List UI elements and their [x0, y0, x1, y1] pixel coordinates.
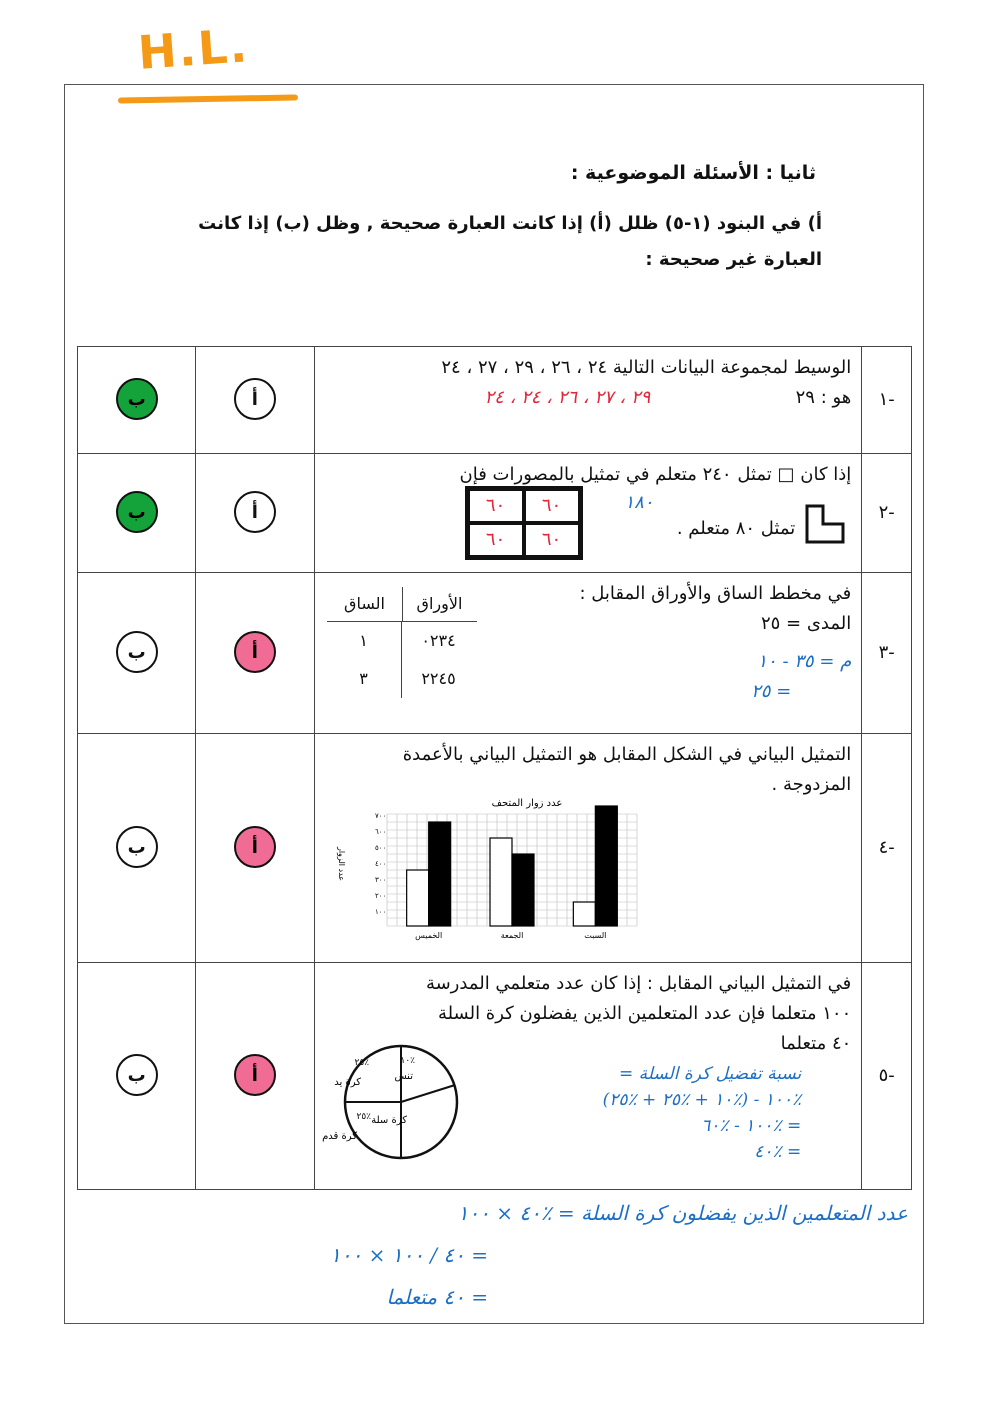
question-text: المزدوجة .: [771, 774, 852, 795]
y-tick-label: ٧٠٠: [374, 812, 386, 820]
footer-work: [330, 1192, 908, 1318]
handwritten-note: = ٤٠ متعلما: [386, 1285, 488, 1309]
pie-label: ٪٢٥: [355, 1112, 371, 1122]
handwritten-note: ٢٩ ، ٢٧ ، ٢٦ ، ٢٤ ، ٢٤: [484, 387, 651, 408]
question-row-1: [78, 347, 912, 454]
handwritten-note: ٪١٠٠ - (٪١٠ + ٪٢٥ + ٪٢٥): [602, 1090, 802, 1110]
question-number: -٣: [878, 641, 895, 663]
pie-label: كرة سلة: [370, 1115, 407, 1126]
question-text: في التمثيل البياني المقابل : إذا كان عدد متعلمي المدرسة: [425, 973, 852, 994]
handwritten-note: م = ٣٥ - ١٠: [757, 651, 852, 672]
picture-grid: [465, 486, 583, 560]
chart-title: عدد زوار المتحف: [491, 798, 562, 809]
question-text: في مخطط الساق والأوراق المقابل :: [579, 583, 852, 604]
bar-white: [573, 902, 595, 926]
bar-white: [406, 870, 428, 926]
choice-a-bubble[interactable]: أ: [234, 1054, 276, 1096]
pie-label: تنس: [393, 1071, 413, 1082]
y-tick-label: ٤٠٠: [374, 860, 386, 868]
choice-b-bubble[interactable]: ب: [116, 491, 158, 533]
question-row-5: [78, 963, 912, 1190]
questions-table: [77, 346, 912, 1190]
choice-a-bubble[interactable]: أ: [234, 491, 276, 533]
pie-label: كرة قدم: [321, 1131, 357, 1142]
question-number: -٤: [878, 836, 895, 858]
question-row-2: [78, 454, 912, 573]
question-number: -٥: [878, 1064, 895, 1086]
pie-chart: [321, 1043, 467, 1161]
choice-b-bubble[interactable]: ب: [116, 1054, 158, 1096]
grid-cell: ٦٠: [468, 523, 524, 557]
question-text: التمثيل البياني في الشكل المقابل هو التمثيل البياني بالأعمدة: [402, 744, 852, 765]
question-text: الوسيط لمجموعة البيانات التالية ٢٤ ، ٢٦ ، ٢٩ ، ٢٧ ، ٢٤: [441, 357, 852, 378]
handwritten-work: [603, 1061, 802, 1165]
choice-a-bubble[interactable]: أ: [234, 826, 276, 868]
question-text: تمثل ٨٠ متعلم .: [676, 518, 796, 539]
grid-cell: ٦٠: [524, 489, 580, 523]
choice-a-bubble[interactable]: أ: [234, 631, 276, 673]
question-row-4: [78, 734, 912, 963]
choice-a-bubble[interactable]: أ: [234, 378, 276, 420]
x-tick-label: الخميس: [414, 931, 442, 940]
question-text: ١٠٠ متعلما فإن عدد المتعلمين الذين يفضلون كرة السلة: [437, 1003, 852, 1024]
leaf-header: الأوراق: [402, 587, 477, 621]
leaf-values: ٠٢٣٤: [401, 622, 476, 660]
bar-black: [595, 806, 617, 926]
y-axis-label: عدد الزوار: [336, 846, 346, 882]
y-tick-label: ٥٠٠: [374, 844, 386, 852]
grid-cell: ٦٠: [468, 489, 524, 523]
bar-chart: [327, 794, 647, 944]
handwritten-note: ١٨٠: [624, 492, 654, 513]
choice-b-bubble[interactable]: ب: [116, 378, 158, 420]
stem-value: ١: [359, 631, 368, 650]
question-number: -٢: [878, 501, 895, 523]
instructions: أ) في البنود (١-٥) ظلل (أ) إذا كانت العبارة صحيحة , وظل (ب) إذا كانت العبارة غير صحيحة :: [198, 213, 822, 270]
section-title: ثانيا : الأسئلة الموضوعية :: [570, 162, 816, 184]
x-tick-label: الجمعة: [500, 931, 523, 940]
handwritten-note: = ٪٤٠: [754, 1142, 802, 1162]
y-tick-label: ٣٠٠: [374, 876, 386, 884]
choice-b-bubble[interactable]: ب: [116, 826, 158, 868]
stem-header: الساق: [344, 594, 385, 613]
y-tick-label: ٢٠٠: [374, 892, 386, 900]
question-row-3: [78, 573, 912, 734]
pie-label: ٪٢٥: [353, 1058, 369, 1068]
l-shape-icon: [805, 504, 845, 544]
question-number: -١: [878, 388, 895, 410]
question-text: إذا كان □ تمثل ٢٤٠ متعلم في تمثيل بالمصورات فإن: [459, 464, 852, 485]
x-tick-label: السبت: [583, 931, 606, 940]
leaf-values: ٢٢٤٥: [401, 660, 476, 698]
handwritten-note: = ٤٠ / ١٠٠ × ١٠٠: [329, 1243, 488, 1267]
handwritten-note: = ٪١٠٠ - ٪٦٠: [701, 1116, 802, 1136]
handwritten-note: عدد المتعلمين الذين يفضلون كرة السلة = ٪٤٠ × ١٠٠: [457, 1201, 908, 1225]
stem-value: ٣: [359, 669, 368, 688]
choice-b-bubble[interactable]: ب: [116, 631, 158, 673]
pie-label: كرة يد: [333, 1077, 361, 1088]
corner-mark: H.L.: [136, 18, 251, 80]
question-text: ٤٠ متعلما: [780, 1033, 852, 1054]
pie-label: ٪١٠: [399, 1056, 415, 1066]
bar-black: [428, 822, 450, 926]
y-tick-label: ١٠٠: [374, 908, 386, 916]
bar-white: [490, 838, 512, 926]
grid-cell: ٦٠: [524, 523, 580, 557]
bar-black: [512, 854, 534, 926]
question-text: المدى = ٢٥: [760, 613, 852, 634]
question-text: هو : ٢٩: [795, 387, 852, 408]
handwritten-note: نسبة تفضيل كرة السلة =: [619, 1064, 802, 1084]
y-tick-label: ٦٠٠: [374, 828, 386, 836]
stem-leaf-table: [327, 587, 477, 727]
handwritten-note: = ٢٥: [751, 681, 792, 702]
